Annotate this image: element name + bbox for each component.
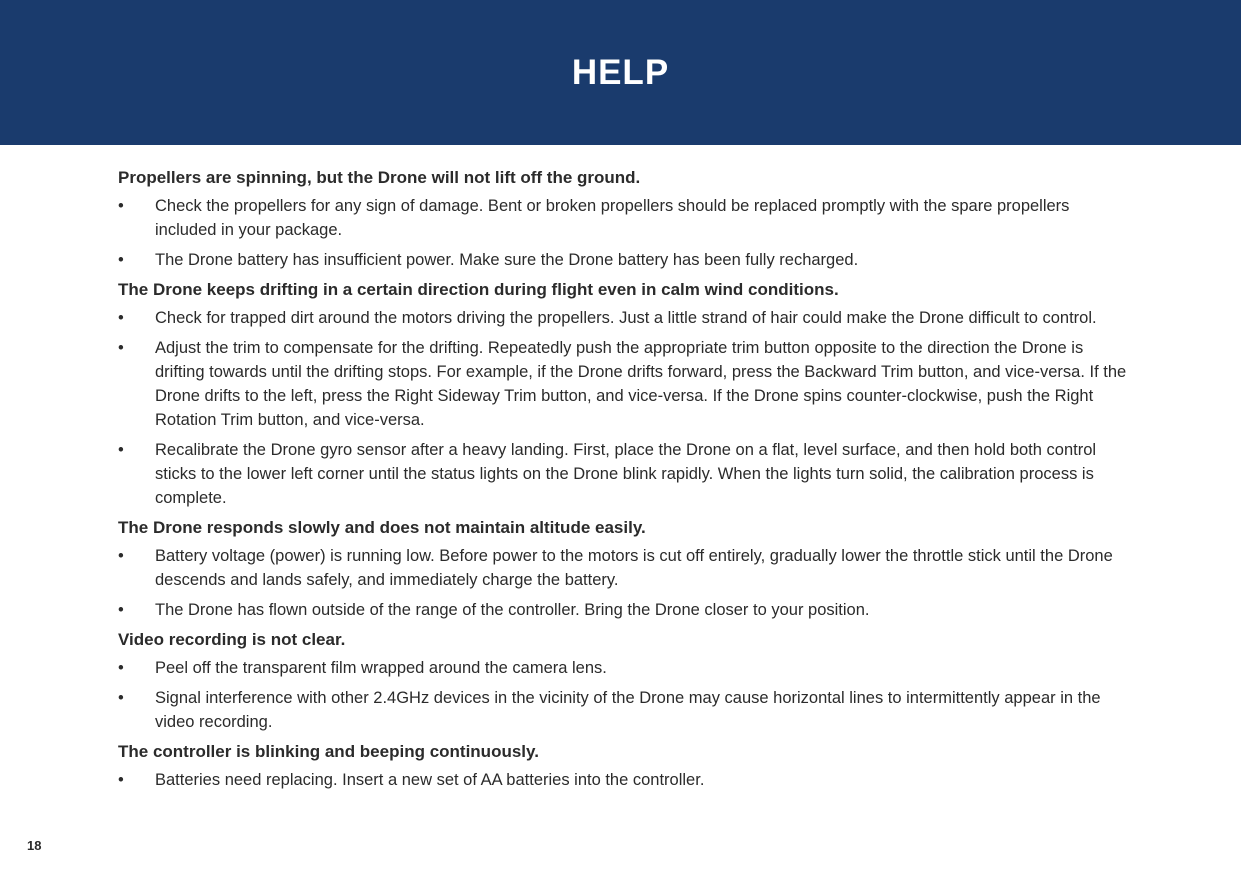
- bullet: •: [118, 659, 124, 677]
- item-text: The Drone battery has insufficient power. Make sure the Drone battery has been fully recharged.: [155, 251, 859, 269]
- item-text: Battery voltage (power) is running low. Before power to the motors is cut off entirely, gradually lower the throttle stick until the Drone descends and lands safely, and immediately charge the battery.: [155, 547, 1113, 589]
- list-item: [118, 438, 1128, 510]
- bullet: •: [118, 689, 124, 707]
- section-title: The controller is blinking and beeping continuously.: [118, 742, 539, 761]
- page-title: HELP: [571, 52, 670, 92]
- item-text: Check for trapped dirt around the motors driving the propellers. Just a little strand of hair could make the Drone difficult to control.: [155, 309, 1097, 327]
- item-list: [118, 194, 1128, 272]
- section-altitude: [118, 516, 1128, 622]
- help-content: [118, 166, 1128, 798]
- item-text: Peel off the transparent film wrapped around the camera lens.: [155, 659, 607, 677]
- list-item: [118, 656, 1128, 680]
- section-title: Video recording is not clear.: [118, 630, 346, 649]
- section-title: The Drone responds slowly and does not maintain altitude easily.: [118, 518, 646, 537]
- item-text: Recalibrate the Drone gyro sensor after a heavy landing. First, place the Drone on a flat, level surface, and then hold both control sticks to the lower left corner until the status lights on the Drone blink rapidly. When the lights turn solid, the calibration process is complete.: [155, 441, 1097, 507]
- item-list: [118, 656, 1128, 734]
- list-item: [118, 306, 1128, 330]
- bullet: •: [118, 547, 124, 565]
- page-header: [0, 0, 1241, 145]
- item-text: Adjust the trim to compensate for the drifting. Repeatedly push the appropriate trim button opposite to the direction the Drone is drifting towards until the drifting stops. For example, if the Drone drifts forward, press the Backward Trim button, and vice-versa. If the Drone drifts to the left, press the Right Sideway Trim button, and vice-versa. If the Drone spins counter-clockwise, push the Right Rotation Trim button, and vice-versa.: [155, 339, 1127, 429]
- item-text: Batteries need replacing. Insert a new set of AA batteries into the controller.: [155, 771, 705, 789]
- bullet: •: [118, 771, 124, 789]
- page-number: 18: [27, 838, 42, 853]
- section-controller: [118, 740, 1128, 792]
- section-video: [118, 628, 1128, 734]
- bullet: •: [118, 251, 124, 269]
- list-item: [118, 544, 1128, 592]
- bullet: •: [118, 441, 124, 459]
- item-list: [118, 768, 1128, 792]
- bullet: •: [118, 339, 124, 357]
- list-item: [118, 194, 1128, 242]
- item-text: Check the propellers for any sign of damage. Bent or broken propellers should be replaced promptly with the spare propellers included in your package.: [155, 197, 1070, 239]
- section-drifting: [118, 278, 1128, 510]
- list-item: [118, 768, 1128, 792]
- bullet: •: [118, 197, 124, 215]
- bullet: •: [118, 601, 124, 619]
- item-list: [118, 306, 1128, 510]
- list-item: [118, 686, 1128, 734]
- list-item: [118, 336, 1128, 432]
- item-text: The Drone has flown outside of the range of the controller. Bring the Drone closer to your position.: [155, 601, 870, 619]
- item-list: [118, 544, 1128, 622]
- section-propellers: [118, 166, 1128, 272]
- list-item: [118, 598, 1128, 622]
- section-title: The Drone keeps drifting in a certain direction during flight even in calm wind conditions.: [118, 280, 839, 299]
- section-title: Propellers are spinning, but the Drone will not lift off the ground.: [118, 168, 641, 187]
- list-item: [118, 248, 1128, 272]
- bullet: •: [118, 309, 124, 327]
- item-text: Signal interference with other 2.4GHz devices in the vicinity of the Drone may cause horizontal lines to intermittently appear in the video recording.: [155, 689, 1101, 731]
